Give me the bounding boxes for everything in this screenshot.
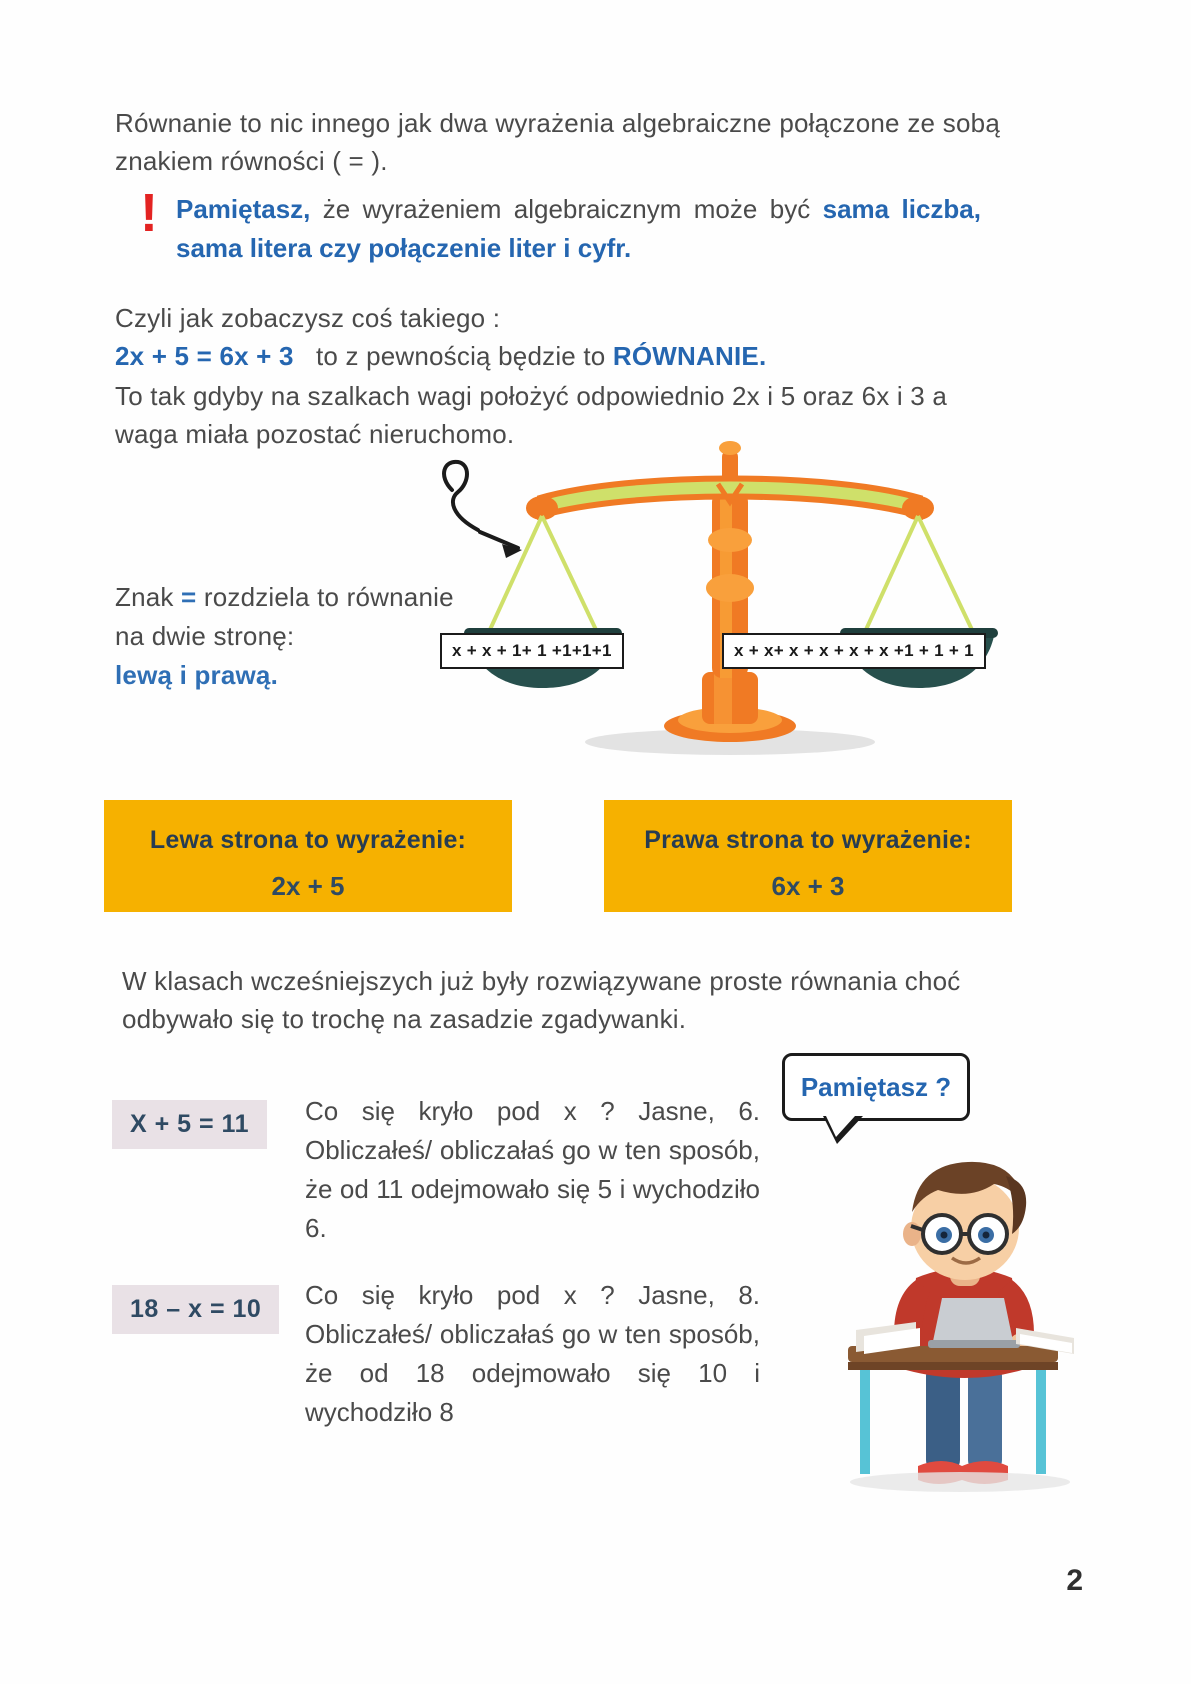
example-explanation-2: Co się kryło pod x ? Jasne, 8. Obliczałeś/ obliczałaś go w ten sposób, że od 18 odejmowało się 10 i wychodziło 8 (305, 1280, 760, 1427)
znak-note-equals: = (181, 582, 197, 612)
znak-note-line3: lewą i prawą. (115, 660, 279, 690)
left-side-box-title: Lewa strona to wyrażenie: (149, 826, 467, 854)
right-side-box-title: Prawa strona to wyrażenie: (644, 826, 972, 854)
example-equation-chip-1: X + 5 = 11 (112, 1100, 267, 1149)
example-explanation-1: Co się kryło pod x ? Jasne, 6. Obliczałeś/ obliczałaś go w ten sposób, że od 11 odejmowało się 5 i wychodziło 6. (305, 1096, 760, 1243)
remember-text (176, 190, 981, 268)
example-equation-chip-2: 18 – x = 10 (112, 1285, 279, 1334)
desk-shadow (850, 1472, 1070, 1492)
remember-highlight: sama liczba, sama litera czy połączenie liter i cyfr. (175, 194, 981, 263)
curved-arrow-icon (444, 462, 518, 548)
znak-note-line2: na dwie stronę: (115, 621, 295, 651)
equation-line (115, 338, 1015, 376)
znak-note-line1-b: rozdziela to równanie (196, 582, 454, 612)
scale-description: To tak gdyby na szalkach wagi położyć odpowiednio 2x i 5 oraz 6x i 3 a waga miała pozostać nieruchomo. (115, 381, 948, 449)
remember-callout (140, 183, 1005, 268)
left-side-box-expression: 2x + 5 (271, 871, 345, 901)
intro-paragraph: Równanie to nic innego jak dwa wyrażenia algebraiczne połączone ze sobą znakiem równości ( = ). (115, 108, 1000, 176)
exclamation-mark-icon: ! (140, 183, 158, 243)
equation-sample: 2x + 5 = 6x + 3 (115, 341, 294, 371)
left-pan-expression: x + x + 1+ 1 +1+1+1 (440, 633, 624, 669)
znak-note-line1-a: Znak (115, 582, 182, 612)
earlier-classes-paragraph: W klasach wcześniejszych już były rozwiązywane proste równania choć odbywało się to trochę na zasadzie zgadywanki. (122, 966, 961, 1034)
right-side-box (604, 800, 1012, 912)
equation-word: RÓWNANIE. (612, 341, 767, 371)
boy-at-desk-illustration (830, 1130, 1100, 1500)
right-side-box-expression: 6x + 3 (771, 871, 845, 901)
left-side-box (104, 800, 512, 912)
balance-scale-illustration (430, 420, 1040, 770)
boy-leg-left (926, 1362, 960, 1474)
equation-tail: to z pewnością będzie to (315, 341, 606, 371)
page-number: 2 (1066, 1564, 1083, 1597)
right-pan-expression: x + x+ x + x + x + x +1 + 1 + 1 (722, 633, 986, 669)
czyli-line: Czyli jak zobaczysz coś takiego : (115, 303, 501, 333)
desk-leg-right (1036, 1370, 1046, 1474)
remember-lead: Pamiętasz, (175, 194, 311, 224)
speech-bubble-text: Pamiętasz ? (800, 1071, 952, 1102)
desk-leg-left (860, 1370, 870, 1474)
speech-bubble (782, 1053, 970, 1121)
laptop (932, 1298, 1014, 1346)
remember-middle: że wyrażeniem algebraicznym może być (310, 194, 823, 224)
boy-leg-right (968, 1362, 1002, 1474)
